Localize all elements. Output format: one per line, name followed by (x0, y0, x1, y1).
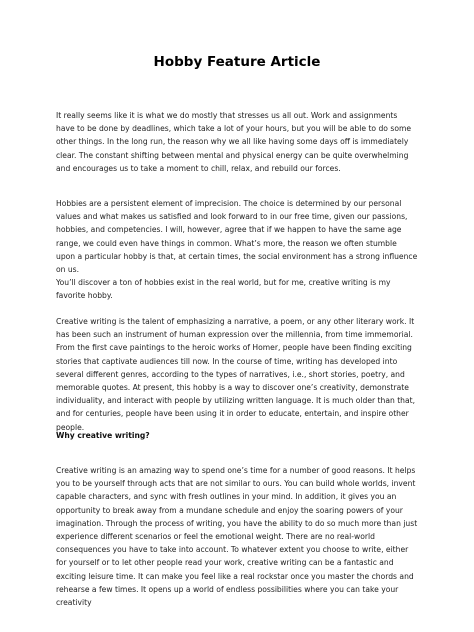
paragraph-hobbies: Hobbies are a persistent element of imprecision. The choice is determined by our personal values and what makes us satisfied and look forward to in our free time, given our passions, hobbies, and competencies. I will, however, agree that if we happen to have the same age range, we could even have things in common. What’s more, the reason we often stumble upon a particular hobby is that, at certain times, the social environment has a strong influence on us. (56, 199, 418, 275)
page-title: Hobby Feature Article (153, 54, 321, 70)
section-heading: Why creative writing? (56, 431, 150, 440)
paragraph-creative-writing: Creative writing is the talent of emphasizing a narrative, a poem, or any other literary work. It has been such an instrument of human expression over the millennia, from time immemorial. From the first cave paintings to the heroic works of Homer, people have been finding exciting stories that captivate audiences till now. In the course of time, writing has developed into several different genres, according to the types of narratives, i.e., short stories, poetry, and memorable quotes. At present, this hobby is a way to discover one’s creativity, demonstrate individuality, and interact with people by utilizing written language. It is much older than that, and for centuries, people have been using it in order to educate, entertain, and inspire other people. (56, 317, 416, 432)
paragraph-why-creative-writing: Creative writing is an amazing way to spend one’s time for a number of good reasons. It helps you to be yourself through acts that are not similar to ours. You can build whole worlds, invent capable characters, and sync with fresh outlines in your mind. In addition, it gives you an opportunity to break away from a mundane schedule and enjoy the soaring powers of your imagination. Through the process of writing, you have the ability to do so much more than just experience different scenarios or feel the emotional weight. There are no real-world consequences you have to take into account. To whatever extent you choose to write, either for yourself or to let other people read your work, creative writing can be a fantastic and exciting leisure time. It can make you feel like a real rockstar once you master the chords and rehearse a few times. It opens up a world of endless possibilities where you can take your creativity (56, 466, 418, 608)
paragraph-intro: It really seems like it is what we do mostly that stresses us all out. Work and assignments have to be done by deadlines, which take a lot of your hours, but you will be able to do some other things. In the long run, the reason why we all like having some days off is immediately clear. The constant shifting between mental and physical energy can be quite overwhelming and encourages us to take a moment to chill, relax, and rebuild our forces. (56, 111, 412, 173)
paragraph-favorite-hobby: You’ll discover a ton of hobbies exist in the real world, but for me, creative writing is my favorite hobby. (56, 278, 391, 301)
